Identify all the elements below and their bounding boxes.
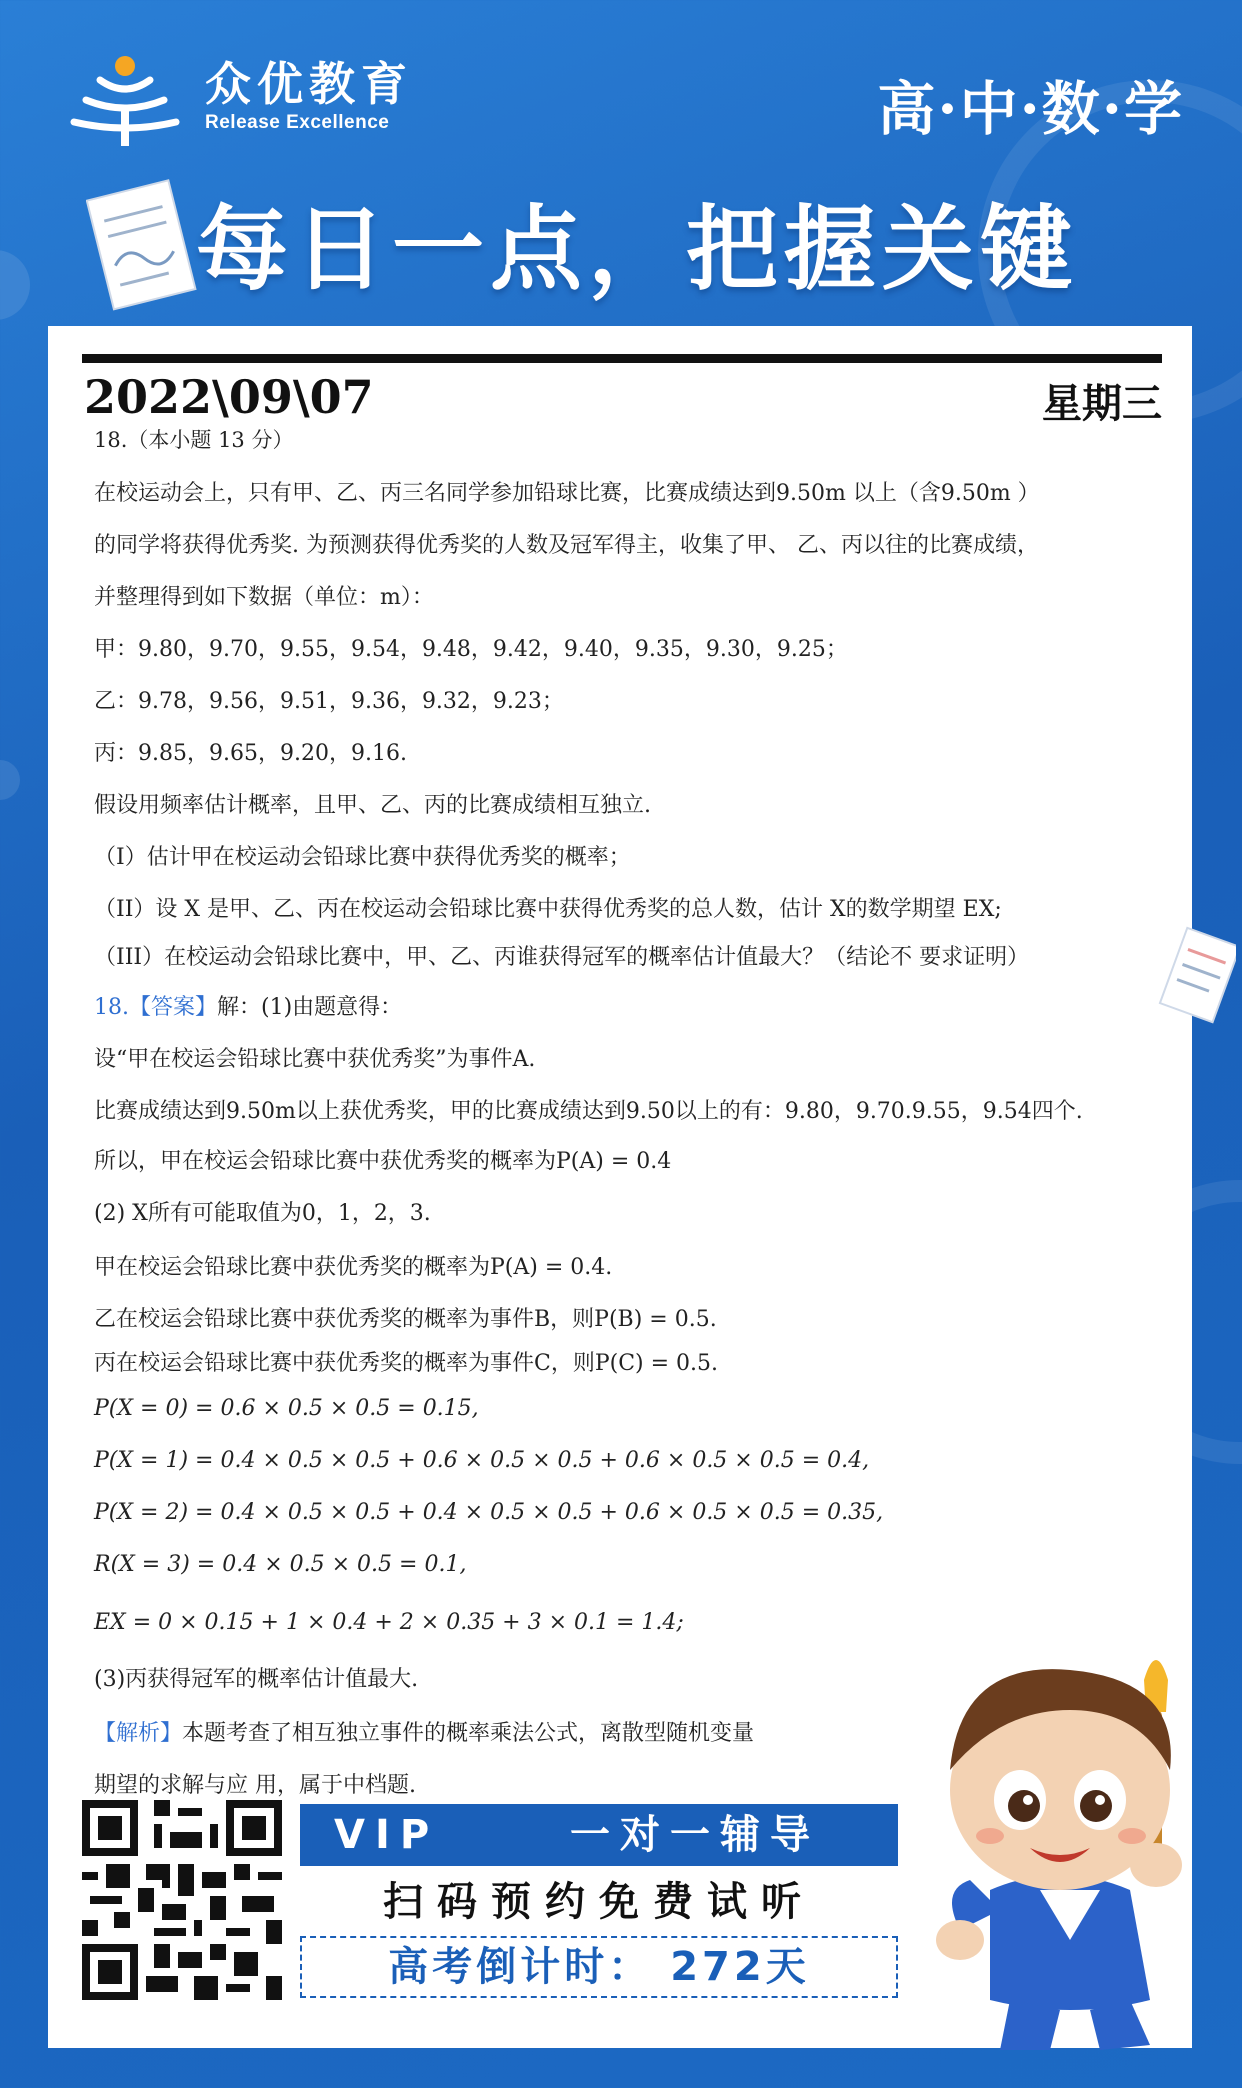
weekday: 星期三 [1042, 380, 1162, 427]
vip-label: VIP [334, 1812, 440, 1858]
question-line: （III）在校运动会铅球比赛中，甲、乙、丙谁获得冠军的概率估计值最大？（结论不 要求证明） [94, 945, 1030, 970]
question-line: 乙：9.78，9.56，9.51，9.36，9.32，9.23； [94, 689, 564, 714]
analysis-text: 本题考查了相互独立事件的概率乘法公式，离散型随机变量 [182, 1721, 755, 1746]
formula-line: P(X = 2) = 0.4 × 0.5 × 0.5 + 0.4 × 0.5 × 0.5 + 0.6 × 0.5 × 0.5 = 0.35, [94, 1500, 884, 1525]
formula-line: R(X = 3) = 0.4 × 0.5 × 0.5 = 0.1, [94, 1552, 467, 1577]
brand [205, 58, 413, 134]
formula-line: P(X = 1) = 0.4 × 0.5 × 0.5 + 0.6 × 0.5 × 0.5 + 0.6 × 0.5 × 0.5 = 0.4, [94, 1448, 870, 1473]
analysis-line [94, 1716, 754, 1747]
brand-logo-icon [70, 52, 180, 148]
exam-countdown: 高考倒计时： 272天 [300, 1936, 898, 1998]
top-rule [82, 354, 1162, 363]
answer-text: 解：(1)由题意得： [217, 995, 403, 1020]
answer-line: 比赛成绩达到9.50m以上获优秀奖，甲的比赛成绩达到9.50以上的有：9.80，9.70.9.55，9.54四个. [94, 1099, 1083, 1124]
bg-blob [0, 250, 30, 320]
formula-line: EX = 0 × 0.15 + 1 × 0.4 + 2 × 0.35 + 3 × 0.1 = 1.4; [94, 1610, 684, 1635]
question-line: 的同学将获得优秀奖. 为预测获得优秀奖的人数及冠军得主，收集了甲、 乙、丙以往的比赛成绩， [94, 533, 1039, 558]
question-line: （I）估计甲在校运动会铅球比赛中获得优秀奖的概率； [94, 845, 631, 870]
tutoring-label: 一对一辅导 [570, 1812, 820, 1858]
slogan: 每日一点，把握关键 [196, 196, 1079, 303]
mascot-boy-icon [920, 1640, 1220, 2060]
formula-line: P(X = 0) = 0.6 × 0.5 × 0.5 = 0.15, [94, 1396, 479, 1421]
answer-line: 乙在校运会铅球比赛中获优秀奖的概率为事件B，则P(B) = 0.5. [94, 1307, 717, 1332]
question-line: 甲：9.80，9.70，9.55，9.54，9.48，9.42，9.40，9.35，9.30，9.25； [94, 637, 848, 662]
qr-code[interactable] [82, 1800, 282, 2000]
paper-illustration-icon [86, 178, 204, 318]
answer-line: (3)丙获得冠军的概率估计值最大. [94, 1667, 419, 1692]
answer-line: 丙在校运会铅球比赛中获优秀奖的概率为事件C，则P(C) = 0.5. [94, 1351, 719, 1376]
question-line: （II）设 X 是甲、乙、丙在校运动会铅球比赛中获得优秀奖的总人数，估计 X的数学期望 EX; [94, 897, 1002, 922]
question-line: 假设用频率估计概率，且甲、乙、丙的比赛成绩相互独立. [94, 793, 651, 818]
date: 2022\09\07 [84, 370, 374, 424]
question-line: 并整理得到如下数据（单位：m）： [94, 585, 434, 610]
analysis-line: 期望的求解与应 用，属于中档题. [94, 1773, 416, 1798]
question-line: 丙：9.85，9.65，9.20，9.16. [94, 741, 407, 766]
paper-illustration-icon [1156, 920, 1236, 1040]
question-line: 在校运动会上，只有甲、乙、丙三名同学参加铅球比赛，比赛成绩达到9.50m 以上（含9.50m ） [94, 481, 1040, 506]
answer-line: 设“甲在校运会铅球比赛中获优秀奖”为事件A. [94, 1047, 536, 1072]
vip-banner[interactable] [300, 1804, 898, 1866]
answer-line: 所以，甲在校运会铅球比赛中获优秀奖的概率为P(A) = 0.4 [94, 1149, 672, 1174]
analysis-tag: 【解析】 [94, 1721, 183, 1746]
subject-title: 高·中·数·学 [877, 75, 1184, 143]
brand-subtitle: Release Excellence [205, 112, 390, 133]
brand-name: 众优教育 [205, 57, 413, 111]
question-line: 18.（本小题 13 分） [94, 428, 294, 452]
answer-line: 甲在校运会铅球比赛中获优秀奖的概率为P(A) = 0.4. [94, 1255, 613, 1280]
answer-line [94, 990, 402, 1021]
appointment-text: 扫码预约免费试听 [383, 1879, 815, 1925]
answer-line: (2) X所有可能取值为0，1，2，3. [94, 1201, 431, 1226]
bg-blob [0, 760, 20, 800]
answer-tag: 18.【答案】 [94, 995, 217, 1020]
